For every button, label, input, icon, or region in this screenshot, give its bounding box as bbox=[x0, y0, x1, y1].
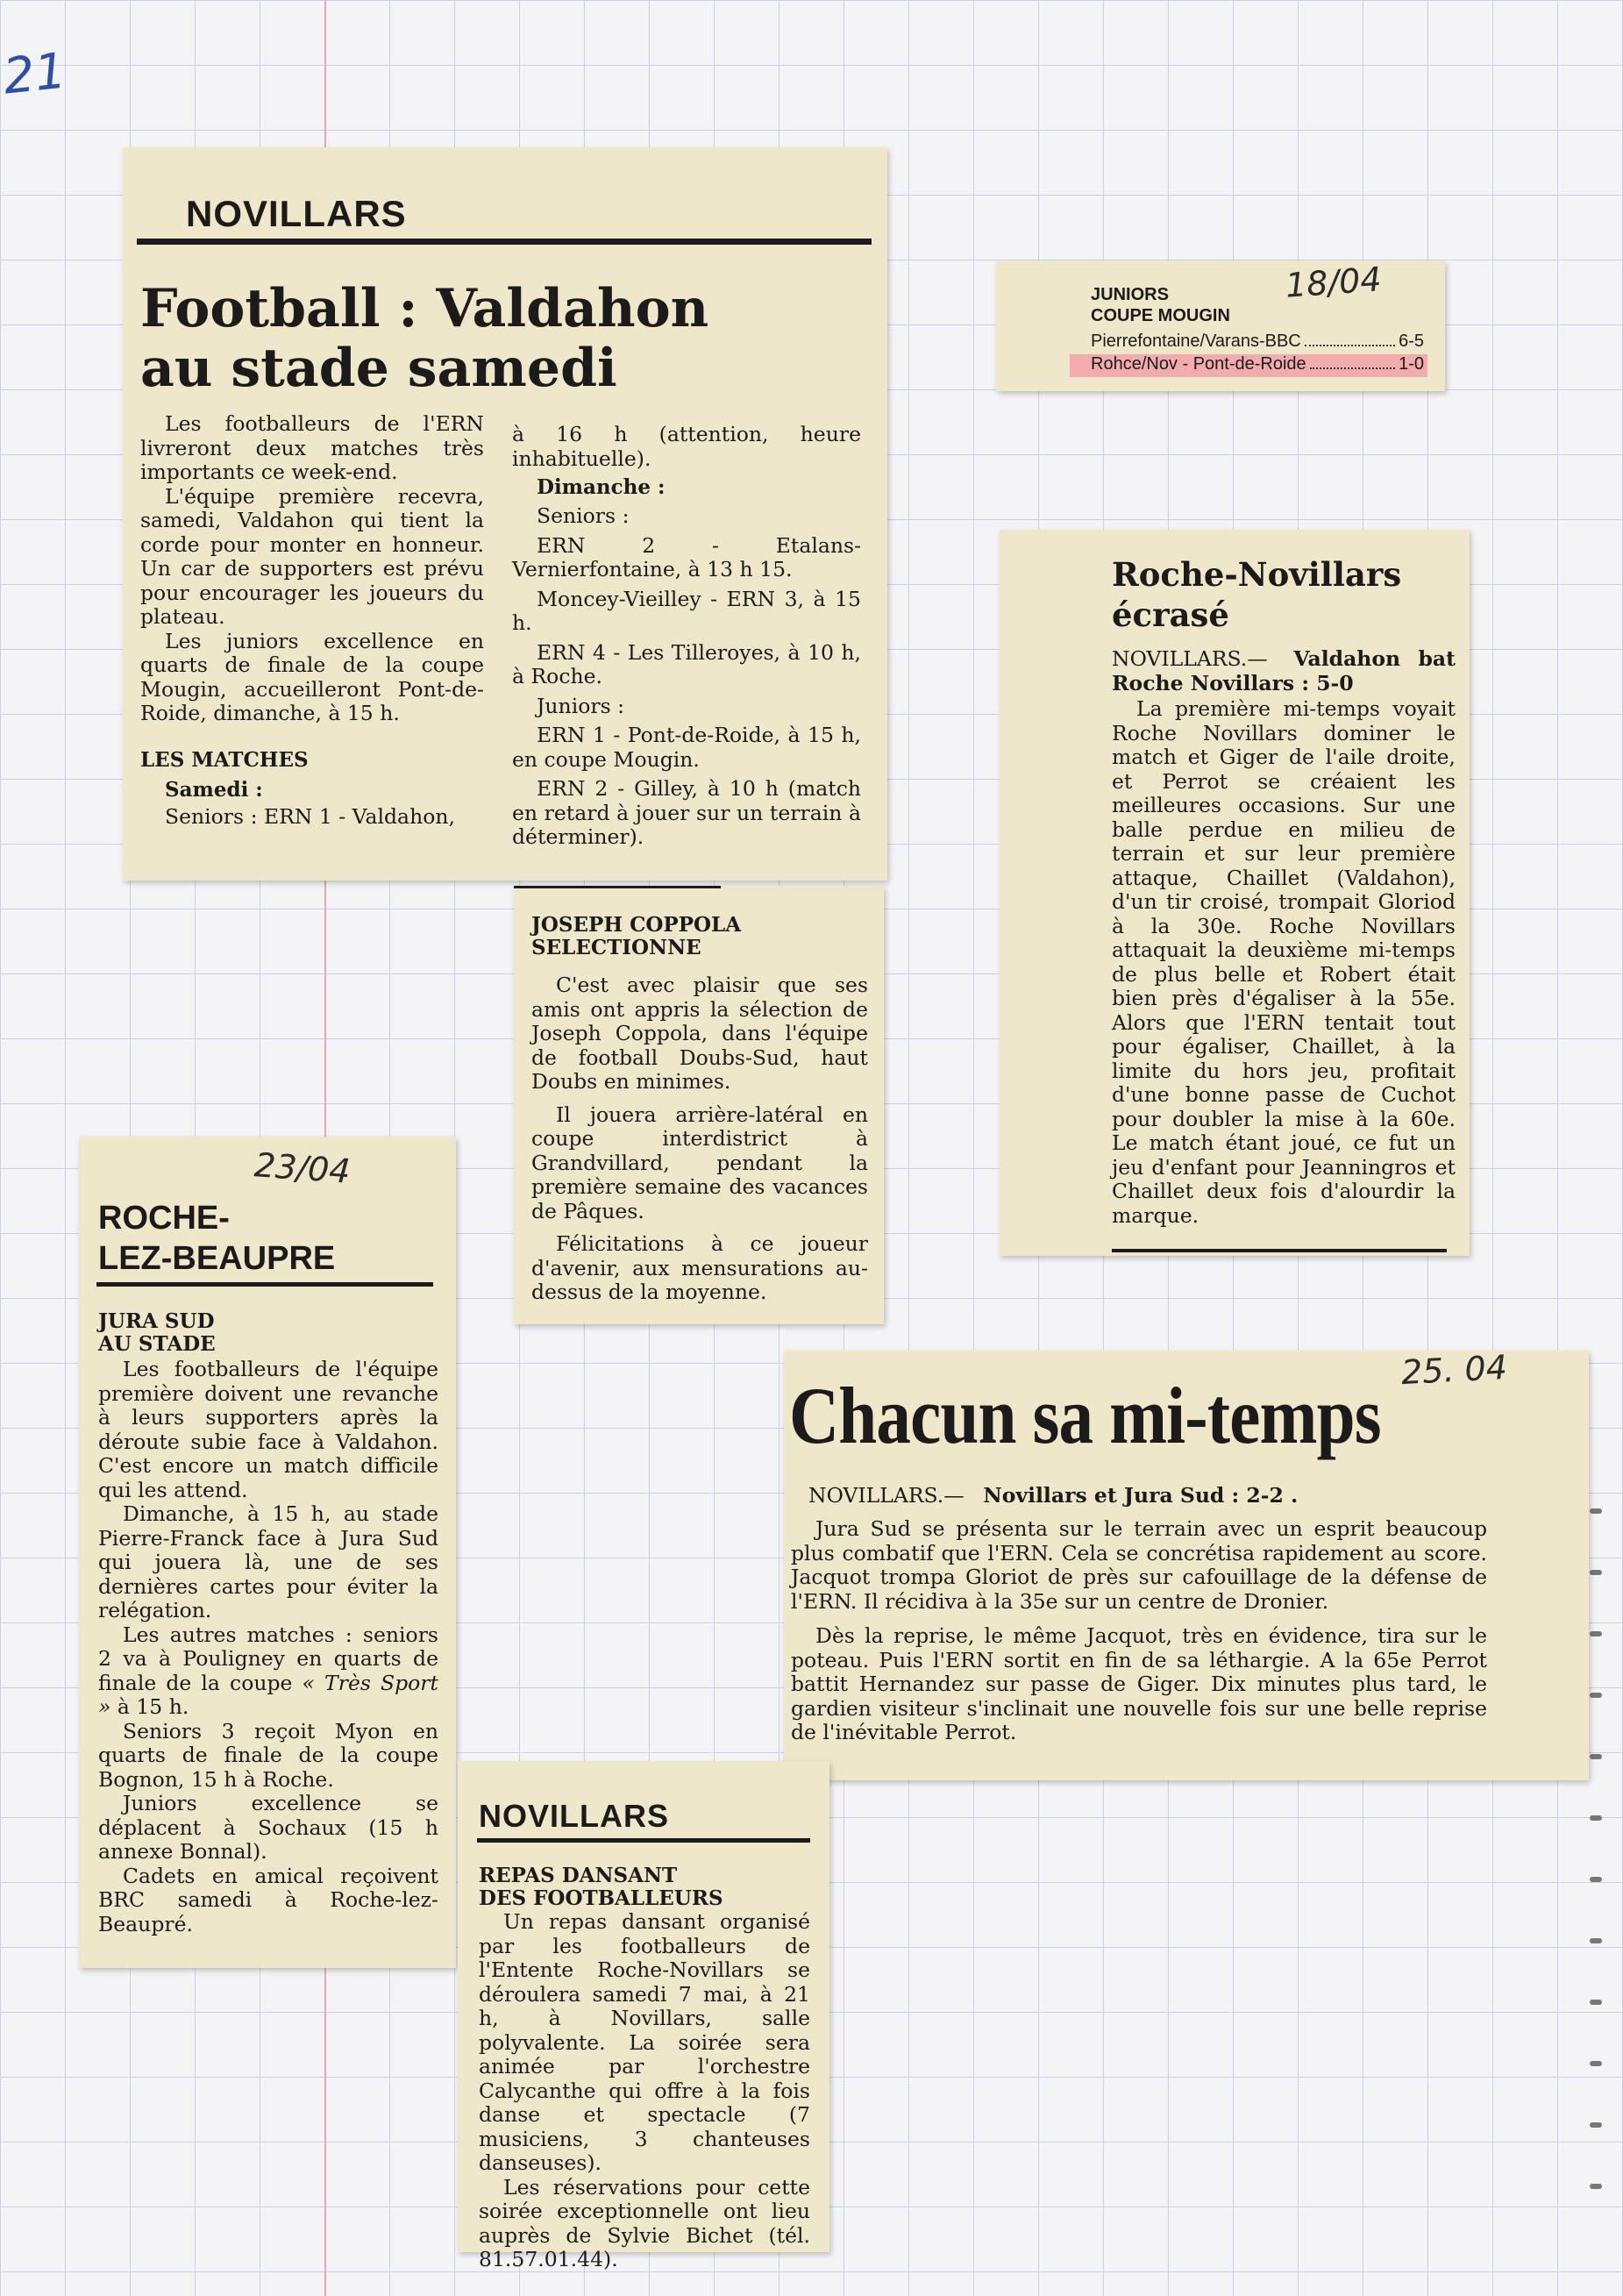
result-dots bbox=[1310, 354, 1395, 369]
heading-line: DES FOOTBALLEURS bbox=[479, 1886, 723, 1910]
rubric bbox=[98, 1198, 335, 1279]
lead-line bbox=[1112, 647, 1456, 695]
result-score: 1-0 bbox=[1399, 354, 1424, 374]
top-rule bbox=[514, 886, 721, 888]
heading bbox=[98, 1310, 216, 1356]
heading bbox=[531, 914, 741, 959]
body bbox=[1112, 647, 1456, 1228]
body bbox=[479, 1910, 810, 2272]
body bbox=[98, 1358, 438, 1936]
result-score: 6-5 bbox=[1399, 332, 1424, 351]
clipping-chacun-sa-mi-temps bbox=[784, 1347, 1589, 1780]
paragraph: Les footballeurs de l'ERN livreront deux matches très importants ce week-end. bbox=[140, 411, 484, 484]
headline-line: Football : Valdahon bbox=[140, 278, 709, 339]
rubric-rule bbox=[137, 239, 872, 245]
rubric-rule bbox=[96, 1282, 433, 1287]
samedi-label: Samedi : bbox=[165, 777, 263, 802]
paragraph: Dimanche, à 15 h, au stade Pierre-Franck face à Jura Sud qui jouera là, une de ses dernières cartes pour éviter la relégation. bbox=[98, 1501, 438, 1622]
handwritten-date: 23/04 bbox=[253, 1145, 352, 1191]
result-teams: Pierrefontaine/Varans-BBC bbox=[1091, 332, 1301, 351]
paragraph: Les juniors excellence en quarts de finale de la coupe Mougin, accueilleront Pont-de-Roide, dimanche, à 15 h. bbox=[140, 628, 484, 725]
binder-hole bbox=[1590, 2061, 1602, 2066]
binder-hole bbox=[1590, 1508, 1602, 1514]
handwritten-date: 25. 04 bbox=[1399, 1347, 1508, 1393]
binder-hole bbox=[1590, 1877, 1602, 1882]
headline-line: au stade samedi bbox=[140, 338, 617, 399]
rubric-line: ROCHE- bbox=[98, 1200, 230, 1237]
match-line: ERN 1 - Pont-de-Roide, à 15 h, en coupe Mougin. bbox=[512, 723, 861, 772]
handwritten-date: 18/04 bbox=[1284, 260, 1383, 305]
column-2 bbox=[512, 423, 861, 850]
paragraph: Cadets en amical reçoivent BRC samedi à Roche-lez-Beaupré. bbox=[98, 1863, 438, 1936]
binder-hole bbox=[1590, 1631, 1602, 1636]
dateline: NOVILLARS.— bbox=[1112, 646, 1268, 671]
paragraph: Dès la reprise, le même Jacquot, très en évidence, tira sur le poteau. Puis l'ERN sortit en fin de sa léthargie. A la 65e Perrot battit Hernandez sur passe de Giger. Dix minutes plus tard, le gardien visiteur s'inclinait une nouvelle fois sur une belle reprise de l'inévitable Perrot. bbox=[791, 1623, 1487, 1744]
text-run: à 15 h. bbox=[117, 1694, 189, 1719]
clipping-joseph-coppola bbox=[514, 886, 884, 1324]
headline: Chacun sa mi-temps bbox=[789, 1371, 1381, 1460]
matches-heading: LES MATCHES bbox=[140, 747, 309, 772]
binder-hole bbox=[1590, 2122, 1602, 2128]
dateline: NOVILLARS.— bbox=[808, 1483, 965, 1508]
binder-hole bbox=[1590, 1754, 1602, 1759]
headline-line: Roche-Novillars bbox=[1112, 555, 1402, 594]
paragraph: La première mi-temps voyait Roche Novillars dominer le match et Giger de l'aile droite, et Perrot se créaient les meilleures occasions. Sur une balle perdue en milieu de terrain et sur leur première attaque, Chaillet (Valdahon), d'un tir croisé, trompait Gloriod à la 30e. Roche Novillars attaquait la deuxième mi-temps de plus belle et Robert était bien près d'égaliser à la 55e. Alors que l'ERN tentait tout pour égaliser, Chaillet, à la limite du hors jeu, profitait d'une bonne passe de Cuchot pour doubler la mise à la 60e. Le match étant joué, ce fut un jeu d'enfant pour Jeanningros et Chaillet deux fois d'alourdir la marque. bbox=[1112, 696, 1456, 1228]
result-teams: Rohce/Nov - Pont-de-Roide bbox=[1091, 354, 1306, 374]
result-row bbox=[1091, 354, 1424, 374]
clipping-repas-dansant bbox=[458, 1761, 829, 2271]
headline bbox=[1112, 554, 1401, 635]
match-line: Moncey-Vieilley - ERN 3, à 15 h. bbox=[512, 586, 861, 635]
clipping-roche-novillars-ecrase bbox=[1000, 530, 1470, 1256]
paragraph: L'équipe première recevra, samedi, Valdahon qui tient la corde pour monter en honneur. Un car de supporters est prévu pour encourager les joueurs du plateau. bbox=[140, 483, 484, 629]
paragraph: C'est avec plaisir que ses amis ont appris la sélection de Joseph Coppola, dans l'équipe de football Doubs-Sud, haut Doubs en minimes. bbox=[531, 973, 868, 1094]
lead: Valdahon bat Roche Novillars : 5-0 bbox=[1112, 646, 1456, 695]
lead-line bbox=[808, 1484, 1562, 1508]
seniors-label: Seniors : bbox=[537, 503, 630, 528]
text-run: Les autres matches : seniors 2 va à Pouligney en quarts de finale de la coupe bbox=[98, 1622, 438, 1695]
paragraph: Félicitations à ce joueur d'avenir, aux mensurations au-dessus de la moyenne. bbox=[531, 1231, 868, 1304]
body bbox=[791, 1517, 1487, 1745]
headline bbox=[140, 279, 708, 398]
paragraph bbox=[98, 1623, 438, 1720]
clipping-football-valdahon bbox=[123, 147, 887, 881]
paragraph: Seniors 3 reçoit Myon en quarts de finale de la coupe Bognon, 15 h à Roche. bbox=[98, 1718, 438, 1792]
paragraph: Jura Sud se présenta sur le terrain avec un esprit beaucoup plus combatif que l'ERN. Cela se concrétisa rapidement au score. Jacquot trompa Gloriot de près sur cafouillage de la défense de l'ERN. Il récidiva à la 35e sur un centre de Dronier. bbox=[791, 1516, 1487, 1614]
heading bbox=[479, 1865, 723, 1910]
paragraph: à 16 h (attention, heure inhabituelle). bbox=[512, 422, 861, 471]
rubric-rule bbox=[477, 1838, 810, 1843]
paragraph: Il jouera arrière-latéral en coupe interdistrict à Grandvillard, pendant la première semaine des vacances de Pâques. bbox=[531, 1102, 868, 1223]
heading-line: JURA SUD bbox=[98, 1309, 215, 1333]
paragraph: Un repas dansant organisé par les footballeurs de l'Entente Roche-Novillars se déroulera samedi 7 mai, à 21 h, à Novillars, salle polyvalente. La soirée sera animée par l'orchestre Calycanthe qui offre à la fois danse et spectacle (7 musiciens, 3 chanteuses danseuses). bbox=[479, 1909, 810, 2175]
heading-line: AU STADE bbox=[98, 1332, 216, 1356]
heading-line: JUNIORS bbox=[1091, 285, 1169, 304]
binder-hole bbox=[1590, 1938, 1602, 1943]
juniors-label: Juniors : bbox=[537, 693, 625, 718]
page-number: 21 bbox=[0, 42, 69, 106]
match-line: ERN 4 - Les Tilleroyes, à 10 h, à Roche. bbox=[512, 639, 861, 688]
rubric: NOVILLARS bbox=[479, 1798, 670, 1834]
rubric-line: LEZ-BEAUPRE bbox=[98, 1240, 336, 1277]
samedi-seniors: Seniors : ERN 1 - Valdahon, bbox=[165, 803, 455, 829]
body bbox=[531, 973, 868, 1305]
clipping-roche-lez-beaupre bbox=[79, 1137, 456, 1968]
dimanche-label: Dimanche : bbox=[537, 475, 666, 499]
match-line: ERN 2 - Etalans-Vernierfontaine, à 13 h 15. bbox=[512, 532, 861, 581]
paragraph: Les réservations pour cette soirée exceptionnelle ont lieu auprès de Sylvie Bichet (tél. 81.57.01.44). bbox=[479, 2174, 810, 2271]
result-dots bbox=[1305, 332, 1395, 346]
heading-line: JOSEPH COPPOLA bbox=[531, 913, 742, 937]
clipping-juniors-coupe-mougin bbox=[996, 261, 1445, 391]
heading-line: COUPE MOUGIN bbox=[1091, 306, 1230, 325]
headline-line: écrasé bbox=[1112, 595, 1229, 634]
lead: Novillars et Jura Sud : 2-2 . bbox=[983, 1483, 1299, 1508]
binder-hole bbox=[1590, 2184, 1602, 2189]
heading bbox=[1091, 284, 1230, 326]
cup-name: « Très Sport » bbox=[98, 1670, 438, 1719]
heading-line: SELECTIONNE bbox=[531, 936, 701, 959]
bottom-rule bbox=[1112, 1249, 1447, 1252]
rubric: NOVILLARS bbox=[186, 193, 407, 234]
binder-hole bbox=[1590, 1570, 1602, 1575]
paragraph: Juniors excellence se déplacent à Sochaux (15 h annexe Bonnal). bbox=[98, 1791, 438, 1864]
paragraph: Les footballeurs de l'équipe première doivent une revanche à leurs supporters après la déroute subie face à Valdahon. C'est encore un match difficile qui les attend. bbox=[98, 1357, 438, 1502]
binder-hole bbox=[1590, 1693, 1602, 1698]
binder-hole bbox=[1590, 2000, 1602, 2005]
result-row bbox=[1091, 332, 1424, 352]
column-1 bbox=[140, 412, 484, 829]
binder-hole bbox=[1590, 1815, 1602, 1821]
heading-line: REPAS DANSANT bbox=[479, 1864, 678, 1887]
match-line: ERN 2 - Gilley, à 10 h (match en retard à jouer sur un terrain à déterminer). bbox=[512, 776, 861, 849]
